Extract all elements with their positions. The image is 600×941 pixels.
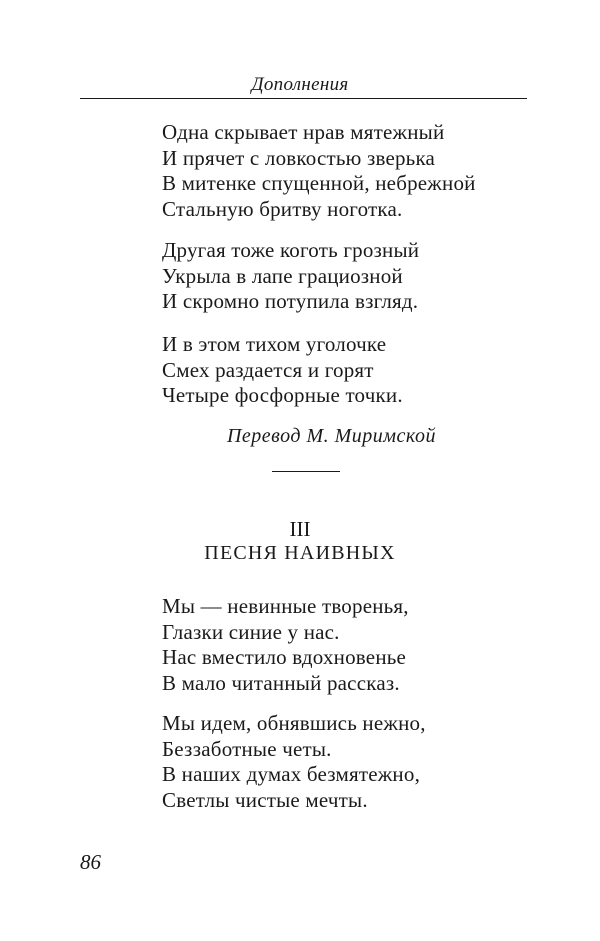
- verse-line: Мы — невинные творенья,: [162, 594, 409, 618]
- verse-line: И в этом тихом уголочке: [162, 332, 387, 356]
- poem2-stanza-1: [162, 594, 409, 696]
- verse-line: Стальную бритву ноготка.: [162, 196, 403, 221]
- verse-line: Светлы чистые мечты.: [162, 787, 368, 812]
- verse-line: Смех раздается и горят: [162, 357, 374, 382]
- verse-line: Укрыла в лапе грациозной: [162, 263, 403, 288]
- section-title: ПЕСНЯ НАИВНЫХ: [204, 542, 396, 564]
- verse-line: Мы идем, обнявшись нежно,: [162, 711, 426, 735]
- verse-line: В митенке спущенной, небрежной: [162, 171, 476, 195]
- verse-line: Нас вместило вдохновенье: [162, 645, 407, 669]
- verse-line: И скромно потупила взгляд.: [162, 289, 419, 313]
- verse-line: Глазки синие у нас.: [162, 619, 340, 644]
- verse-line: Одна скрывает нрав мятежный: [162, 120, 445, 144]
- verse-line: Беззаботные четы.: [162, 736, 332, 761]
- verse-line: И прячет с ловкостью зверька: [162, 145, 436, 170]
- poem1-stanza-1: [162, 120, 476, 222]
- section-number: III: [289, 517, 311, 541]
- header-rule: [80, 98, 527, 99]
- verse-line: В наших думах безмятежно,: [162, 762, 421, 786]
- verse-line: Другая тоже коготь грозный: [162, 238, 420, 262]
- verse-line: В мало читанный рассказ.: [162, 670, 400, 695]
- verse-line: Четыре фосфорные точки.: [162, 383, 403, 407]
- poem1-stanza-3: [162, 332, 403, 409]
- running-head: Дополнения: [251, 74, 349, 95]
- translator-credit: Перевод М. Миримской: [226, 425, 436, 447]
- page-number: 86: [80, 850, 101, 874]
- poem1-stanza-2: [162, 238, 419, 315]
- section-divider: [272, 471, 340, 472]
- poem2-stanza-2: [162, 711, 426, 813]
